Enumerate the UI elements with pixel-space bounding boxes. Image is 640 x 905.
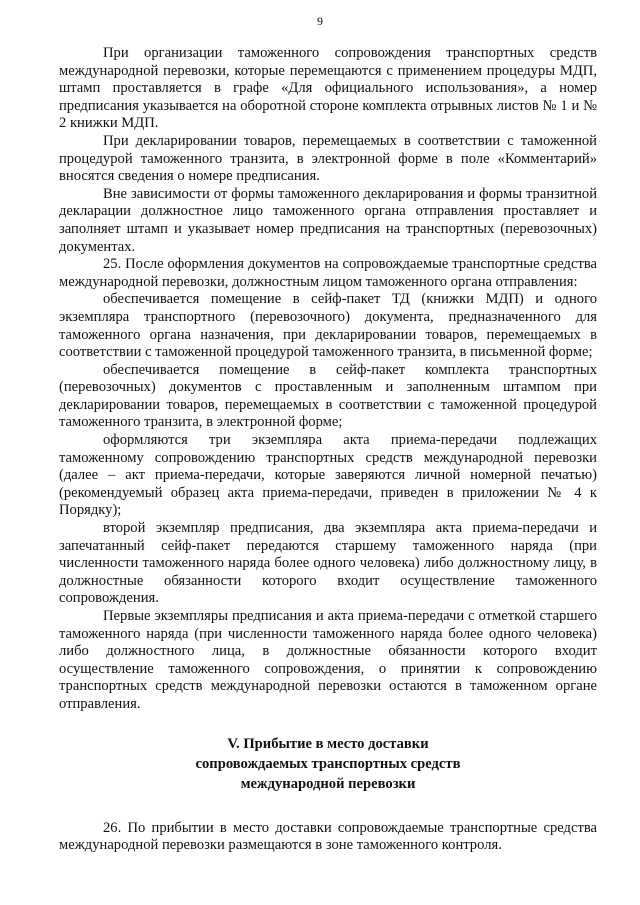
section-heading-line: международной перевозки <box>240 775 416 792</box>
page-number: 9 <box>317 14 323 28</box>
paragraph: оформляются три экземпляра акта приема-передачи подлежащих таможенному сопровождению транспортных средств международной перевозки (далее – акт приема-передачи, которые заверяются личной номерной печатью) (рекомендуемый образец акта приема-передачи, приведен в приложении № 4 к Порядку); <box>59 432 597 519</box>
paragraph: 26. По прибытии в место доставки сопровождаемые транспортные средства международной перевозки размещаются в зоне таможенного контроля. <box>59 819 597 854</box>
section-heading <box>59 734 597 794</box>
paragraph: При декларировании товаров, перемещаемых в соответствии с таможенной процедурой таможенного транзита, в электронной форме в поле «Комментарий» вносятся сведения о номере предписания. <box>59 132 597 185</box>
document-body <box>59 45 597 855</box>
paragraph: При организации таможенного сопровождения транспортных средств международной перевозки, которые перемещаются с применением процедуры МДП, штамп проставляется в графе «Для официального использования», а номер предписания указывается на оборотной стороне комплекта отрывных листов № 1 и № 2 книжки МДП. <box>59 45 597 132</box>
paragraph: Вне зависимости от формы таможенного декларирования и формы транзитной декларации должностное лицо таможенного органа отправления проставляет и заполняет штамп и указывает номер предписания на транспортных (перевозочных) документах. <box>59 185 597 255</box>
paragraph: 25. После оформления документов на сопровождаемые транспортные средства международной перевозки, должностным лицом таможенного органа отправления: <box>59 256 597 290</box>
section-heading-line: V. Прибытие в место доставки <box>227 735 429 752</box>
paragraph: обеспечивается помещение в сейф-пакет комплекта транспортных (перевозочных) документов с проставленным и заполненным штампом при декларировании товаров, перемещаемых в соответствии с таможенной процедурой таможенного транзита, в электронной форме; <box>59 361 597 431</box>
paragraph: второй экземпляр предписания, два экземпляра акта приема-передачи и запечатанный сейф-пакет передаются старшему таможенного наряда (при численности таможенного наряда более одного человека) либо должностному лицу, в должностные обязанности которого входит осуществление таможенного сопровождения. <box>59 520 597 607</box>
paragraph: Первые экземпляры предписания и акта приема-передачи с отметкой старшего таможенного наряда (при численности таможенного наряда более одного человека) либо должностного лица, в должностные обязанности которого входит осуществление таможенного сопровождения, о принятии к сопровождению транспортных средств международной перевозки остаются в таможенном органе отправления. <box>59 608 597 712</box>
paragraph: обеспечивается помещение в сейф-пакет ТД (книжки МДП) и одного экземпляра транспортного (перевозочного) документа, предназначенного для таможенного органа назначения, при декларировании товаров, перемещаемых в соответствии с таможенной процедурой таможенного транзита, в письменной форме; <box>59 291 597 361</box>
section-heading-line: сопровождаемых транспортных средств <box>195 755 461 772</box>
